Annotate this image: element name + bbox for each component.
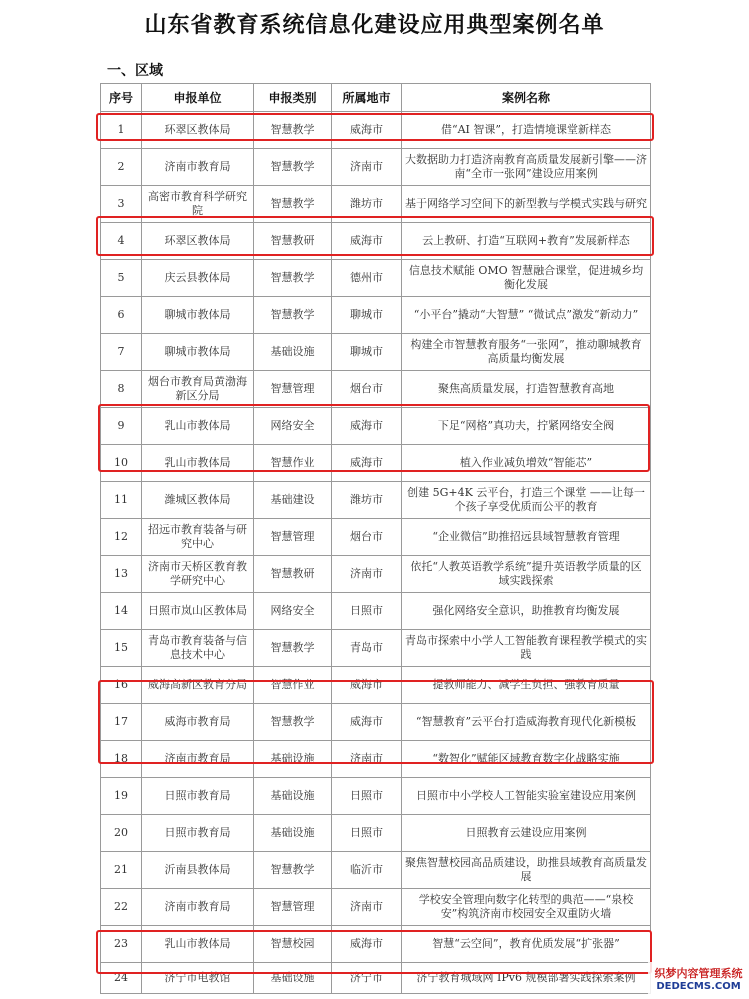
table-row: [101, 815, 651, 852]
cell-index: 15: [101, 630, 142, 667]
cell-unit: 烟台市教育局黄渤海新区分局: [142, 371, 254, 408]
cell-unit: 沂南县教体局: [142, 852, 254, 889]
cell-unit: 潍城区教体局: [142, 482, 254, 519]
cell-index: 23: [101, 926, 142, 963]
col-header-case-name: 案例名称: [402, 84, 651, 112]
cell-category: 智慧教学: [254, 186, 332, 223]
cell-city: 日照市: [332, 815, 402, 852]
cell-category: 智慧教研: [254, 556, 332, 593]
cell-unit: 聊城市教体局: [142, 297, 254, 334]
cell-case-name: 依托“人教英语教学系统”提升英语教学质量的区域实践探索: [402, 556, 651, 593]
cell-unit: 乳山市教体局: [142, 445, 254, 482]
table-row: [101, 223, 651, 260]
table-row: [101, 556, 651, 593]
cell-category: 智慧教学: [254, 260, 332, 297]
cell-index: 3: [101, 186, 142, 223]
table-header-row: [101, 84, 651, 112]
cell-case-name: 植入作业减负增效“智能芯”: [402, 445, 651, 482]
cell-category: 智慧作业: [254, 445, 332, 482]
cell-city: 济南市: [332, 149, 402, 186]
cell-city: 德州市: [332, 260, 402, 297]
cell-index: 10: [101, 445, 142, 482]
cell-case-name: 构建全市智慧教育服务“一张网”，推动聊城教育高质量均衡发展: [402, 334, 651, 371]
table-row: [101, 445, 651, 482]
col-header-category: 申报类别: [254, 84, 332, 112]
cell-index: 9: [101, 408, 142, 445]
cell-index: 6: [101, 297, 142, 334]
col-header-index: 序号: [101, 84, 142, 112]
cell-unit: 高密市教育科学研究院: [142, 186, 254, 223]
cell-city: 临沂市: [332, 852, 402, 889]
cell-case-name: 大数据助力打造济南教育高质量发展新引擎——济南“全市一张网”建设应用案例: [402, 149, 651, 186]
cell-category: 智慧教学: [254, 149, 332, 186]
table-row: [101, 593, 651, 630]
cell-category: 基础设施: [254, 741, 332, 778]
cell-case-name: 创建 5G+4K 云平台，打造三个课堂 ——让每一个孩子享受优质而公平的教育: [402, 482, 651, 519]
cell-unit: 日照市教育局: [142, 815, 254, 852]
cell-unit: 威海市教育局: [142, 704, 254, 741]
cell-city: 日照市: [332, 593, 402, 630]
cell-index: 8: [101, 371, 142, 408]
cell-unit: 日照市岚山区教体局: [142, 593, 254, 630]
table-row: [101, 519, 651, 556]
col-header-city: 所属地市: [332, 84, 402, 112]
cell-case-name: “小平台”撬动“大智慧” “微试点”激发“新动力”: [402, 297, 651, 334]
table-row: [101, 778, 651, 815]
cell-category: 智慧管理: [254, 371, 332, 408]
cell-category: 网络安全: [254, 408, 332, 445]
cell-unit: 聊城市教体局: [142, 334, 254, 371]
cell-city: 济南市: [332, 741, 402, 778]
cell-category: 基础设施: [254, 334, 332, 371]
cell-unit: 济南市天桥区教育教学研究中心: [142, 556, 254, 593]
cell-city: 青岛市: [332, 630, 402, 667]
cell-category: 基础建设: [254, 482, 332, 519]
cell-case-name: 下足“网格”真功夫，拧紧网络安全阀: [402, 408, 651, 445]
cell-index: 1: [101, 112, 142, 149]
cell-index: 18: [101, 741, 142, 778]
cell-category: 智慧教学: [254, 630, 332, 667]
cell-index: 13: [101, 556, 142, 593]
page-title: 山东省教育系统信息化建设应用典型案例名单: [144, 13, 605, 38]
cell-index: 5: [101, 260, 142, 297]
cell-city: 威海市: [332, 704, 402, 741]
cell-unit: 济南市教育局: [142, 889, 254, 926]
cell-unit: 威海高新区教育分局: [142, 667, 254, 704]
cell-city: 日照市: [332, 778, 402, 815]
cell-index: 11: [101, 482, 142, 519]
table-row: [101, 260, 651, 297]
case-table: [100, 83, 651, 994]
table-row: [101, 852, 651, 889]
cell-case-name: 提教师能力、减学生负担、强教育质量: [402, 667, 651, 704]
cell-index: 4: [101, 223, 142, 260]
cell-city: 威海市: [332, 112, 402, 149]
cell-case-name: 济宁教育城域网 IPv6 规模部署实践探索案例: [402, 963, 651, 994]
table-row: [101, 482, 651, 519]
cell-case-name: 云上教研、打造“互联网+教育”发展新样态: [402, 223, 651, 260]
cell-category: 智慧教学: [254, 852, 332, 889]
cell-case-name: 基于网络学习空间下的新型教与学模式实践与研究: [402, 186, 651, 223]
cell-index: 7: [101, 334, 142, 371]
cell-index: 21: [101, 852, 142, 889]
cell-category: 基础设施: [254, 815, 332, 852]
cell-city: 烟台市: [332, 371, 402, 408]
cell-city: 威海市: [332, 445, 402, 482]
cell-unit: 青岛市教育装备与信息技术中心: [142, 630, 254, 667]
cell-category: 智慧校园: [254, 926, 332, 963]
table-row: [101, 963, 651, 994]
cell-case-name: 强化网络安全意识，助推教育均衡发展: [402, 593, 651, 630]
cell-category: 智慧管理: [254, 519, 332, 556]
cell-unit: 环翠区教体局: [142, 112, 254, 149]
cell-city: 威海市: [332, 223, 402, 260]
table-row: [101, 926, 651, 963]
table-row: [101, 630, 651, 667]
watermark-line-2: DEDECMS.COM: [656, 981, 741, 992]
cell-case-name: “数智化”赋能区域教育数字化战略实施: [402, 741, 651, 778]
cell-city: 威海市: [332, 926, 402, 963]
cell-index: 2: [101, 149, 142, 186]
cell-unit: 环翠区教体局: [142, 223, 254, 260]
cell-case-name: 借“AI 智课”，打造情境课堂新样态: [402, 112, 651, 149]
table-row: [101, 334, 651, 371]
table-row: [101, 408, 651, 445]
cell-city: 潍坊市: [332, 186, 402, 223]
col-header-unit: 申报单位: [142, 84, 254, 112]
cell-category: 网络安全: [254, 593, 332, 630]
cell-category: 基础设施: [254, 778, 332, 815]
cell-unit: 济南市教育局: [142, 149, 254, 186]
cell-case-name: 日照市中小学校人工智能实验室建设应用案例: [402, 778, 651, 815]
cell-index: 19: [101, 778, 142, 815]
table-row: [101, 186, 651, 223]
cell-unit: 乳山市教体局: [142, 408, 254, 445]
cell-index: 14: [101, 593, 142, 630]
cell-category: 智慧教研: [254, 223, 332, 260]
cell-case-name: 日照教育云建设应用案例: [402, 815, 651, 852]
cell-city: 烟台市: [332, 519, 402, 556]
cell-unit: 日照市教育局: [142, 778, 254, 815]
cell-category: 智慧教学: [254, 704, 332, 741]
table-row: [101, 297, 651, 334]
cell-city: 聊城市: [332, 297, 402, 334]
cell-case-name: 智慧“云空间”，教育优质发展“扩张器”: [402, 926, 651, 963]
cell-city: 济宁市: [332, 963, 402, 994]
cell-index: 16: [101, 667, 142, 704]
cell-unit: 招远市教育装备与研究中心: [142, 519, 254, 556]
table-row: [101, 149, 651, 186]
table-row: [101, 741, 651, 778]
cell-case-name: “企业微信”助推招远县域智慧教育管理: [402, 519, 651, 556]
section-heading: 一、区域: [107, 63, 163, 79]
cell-category: 智慧管理: [254, 889, 332, 926]
cell-category: 智慧作业: [254, 667, 332, 704]
cell-case-name: “智慧教育”云平台打造威海教育现代化新模板: [402, 704, 651, 741]
cell-category: 基础设施: [254, 963, 332, 994]
cell-unit: 乳山市教体局: [142, 926, 254, 963]
cell-case-name: 聚焦智慧校园高品质建设，助推县域教育高质量发展: [402, 852, 651, 889]
cell-city: 济南市: [332, 556, 402, 593]
cell-category: 智慧教学: [254, 112, 332, 149]
cell-case-name: 青岛市探索中小学人工智能教育课程教学模式的实践: [402, 630, 651, 667]
cell-index: 17: [101, 704, 142, 741]
cell-city: 济南市: [332, 889, 402, 926]
watermark-logo: [648, 962, 749, 999]
cell-case-name: 信息技术赋能 OMO 智慧融合课堂，促进城乡均衡化发展: [402, 260, 651, 297]
cell-index: 12: [101, 519, 142, 556]
cell-category: 智慧教学: [254, 297, 332, 334]
cell-city: 聊城市: [332, 334, 402, 371]
cell-index: 20: [101, 815, 142, 852]
table-row: [101, 371, 651, 408]
cell-unit: 庆云县教体局: [142, 260, 254, 297]
cell-case-name: 聚焦高质量发展，打造智慧教育高地: [402, 371, 651, 408]
cell-index: 22: [101, 889, 142, 926]
cell-city: 威海市: [332, 667, 402, 704]
table-row: [101, 112, 651, 149]
table-row: [101, 667, 651, 704]
cell-index: 24: [101, 963, 142, 994]
cell-unit: 济宁市电教馆: [142, 963, 254, 994]
table-row: [101, 704, 651, 741]
cell-unit: 济南市教育局: [142, 741, 254, 778]
cell-case-name: 学校安全管理向数字化转型的典范——“泉校安”构筑济南市校园安全双重防火墙: [402, 889, 651, 926]
cell-city: 潍坊市: [332, 482, 402, 519]
table-row: [101, 889, 651, 926]
watermark-line-1: 织梦内容管理系统: [654, 967, 743, 980]
cell-city: 威海市: [332, 408, 402, 445]
